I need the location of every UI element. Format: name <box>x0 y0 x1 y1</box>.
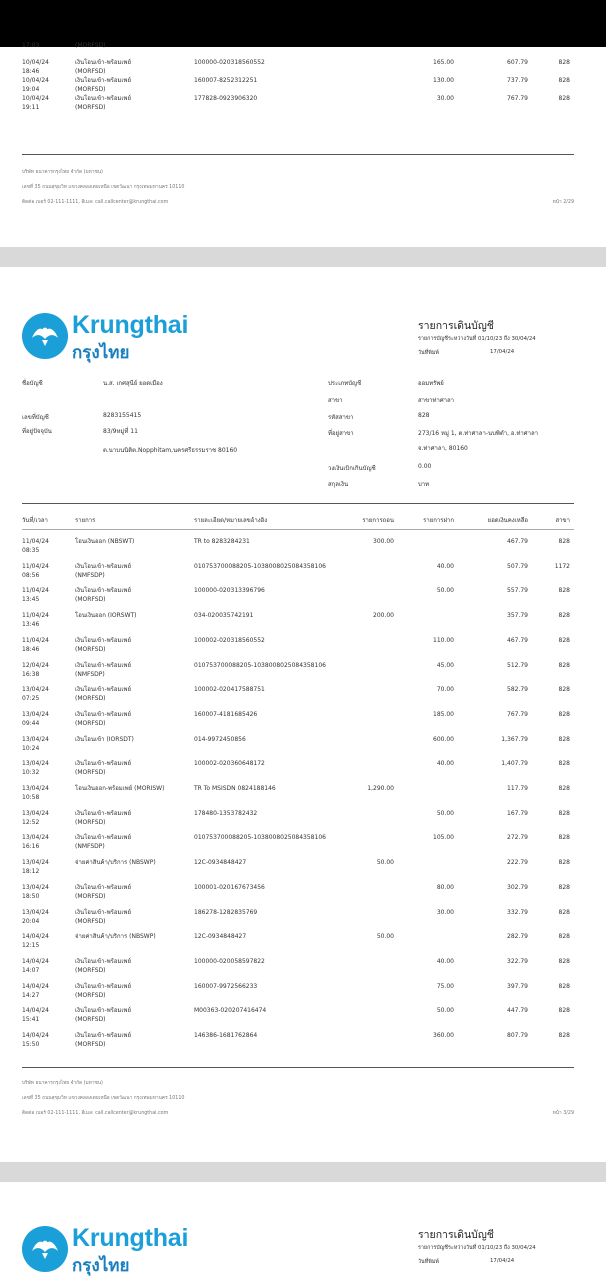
label-branch-code: รหัสสาขา <box>328 414 354 421</box>
row-code: (NMFSDP) <box>75 843 105 851</box>
row-date: 14/04/24 <box>22 982 49 990</box>
footer-company: บริษัท ธนาคารกรุงไทย จำกัด (มหาชน) <box>22 1081 103 1086</box>
row-time: 18:12 <box>22 868 40 876</box>
row-code: (NMFSDP) <box>75 571 105 579</box>
krungthai-logo-icon <box>22 313 68 359</box>
print-date <box>418 1258 578 1266</box>
row-date: 14/04/24 <box>22 1007 49 1015</box>
row-branch: 828 <box>558 538 570 545</box>
account-number: 8283155415 <box>103 412 142 419</box>
row-date: 10/04/24 <box>22 95 49 102</box>
row-deposit: 45.00 <box>436 661 454 669</box>
row-balance: 512.79 <box>507 661 528 669</box>
row-branch: 1172 <box>554 562 570 570</box>
table-row <box>0 1032 606 1061</box>
row-time: 20:04 <box>22 917 40 925</box>
row-branch: 828 <box>558 636 570 644</box>
row-deposit: 600.00 <box>433 735 454 743</box>
row-time: 17:03 <box>22 42 40 49</box>
row-balance: 167.79 <box>507 809 528 817</box>
row-detail: 160007-4181685426 <box>194 710 258 718</box>
row-type: เงินโอนเข้า-พร้อมเพย์ <box>75 760 131 768</box>
label-account-type: ประเภทบัญชี <box>328 380 362 387</box>
row-code: (MORFSD) <box>75 68 106 75</box>
row-date: 11/04/24 <box>22 587 49 595</box>
row-branch: 828 <box>558 661 570 669</box>
row-type: เงินโอนเข้า-พร้อมเพย์ <box>75 957 131 965</box>
row-type: เงินโอนเข้า-พร้อมเพย์ <box>75 77 131 84</box>
row-time: 07:25 <box>22 695 40 703</box>
row-deposit: 50.00 <box>436 587 454 595</box>
row-withdraw: 1,290.00 <box>367 785 394 792</box>
row-balance: 272.79 <box>507 834 528 842</box>
row-date: 14/04/24 <box>22 1032 49 1039</box>
row-type: เงินโอนเข้า-พร้อมเพย์ <box>75 59 131 66</box>
row-date: 12/04/24 <box>22 661 49 669</box>
row-code: (MORFSD) <box>75 1041 106 1048</box>
row-withdraw: 200.00 <box>373 612 394 620</box>
label-account-name: ชื่อบัญชี <box>22 380 43 387</box>
row-date: 10/04/24 <box>22 59 49 66</box>
row-detail: 100000-020318560552 <box>194 59 265 66</box>
row-detail: 160007-9972566233 <box>194 982 258 990</box>
label-address: ที่อยู่ปัจจุบัน <box>22 428 52 435</box>
row-type: เงินโอนเข้า-พร้อมเพย์ <box>75 562 131 570</box>
footer-contact: ติดต่อ เบอร์ 02-111-1111, อีเมล: call.callcenter@krungthai.com <box>22 1111 169 1116</box>
row-code: (MORFSD) <box>75 769 106 777</box>
row-time: 19:04 <box>22 86 40 93</box>
row-branch: 828 <box>558 59 570 66</box>
krungthai-logo-icon <box>22 1226 68 1272</box>
branch-code: 828 <box>418 412 430 419</box>
row-time: 10:24 <box>22 744 40 752</box>
od-limit: 0.00 <box>418 463 432 470</box>
statement-title: รายการเดินบัญชี <box>418 320 494 332</box>
row-balance: 767.79 <box>507 710 528 718</box>
row-code: (MORFSD) <box>75 596 106 604</box>
row-deposit: 70.00 <box>436 686 454 694</box>
row-detail: 100001-020167673456 <box>194 883 265 891</box>
row-balance: 582.79 <box>507 686 528 694</box>
row-type: เงินโอนเข้า-พร้อมเพย์ <box>75 95 131 102</box>
row-balance: 807.79 <box>507 1032 528 1039</box>
branch-address-line-1: 273/16 หมู่ 1, ต.ท่าศาลา-นบพิตำ, อ.ท่าศาลา <box>418 430 538 437</box>
row-branch: 828 <box>558 809 570 817</box>
row-balance: 447.79 <box>507 1007 528 1015</box>
row-deposit: 30.00 <box>436 908 454 916</box>
row-balance: 507.79 <box>507 562 528 570</box>
row-deposit: 50.00 <box>436 809 454 817</box>
page-number: หน้า 3/29 <box>552 1111 574 1116</box>
row-balance: 332.79 <box>507 908 528 916</box>
col-header-detail: รายละเอียด/หมายเลขอ้างอิง <box>194 517 268 524</box>
row-detail: 100002-020417588751 <box>194 686 265 694</box>
phone-status-bar <box>0 0 606 47</box>
row-detail: 12C-0934848427 <box>194 859 247 867</box>
row-time: 16:16 <box>22 843 40 851</box>
row-deposit: 105.00 <box>433 834 454 842</box>
row-balance: 607.79 <box>507 59 528 66</box>
row-time: 12:15 <box>22 942 40 950</box>
brand-name-th: กรุงไทย <box>72 343 130 363</box>
row-time: 18:46 <box>22 68 40 75</box>
account-type: ออมทรัพย์ <box>418 380 444 387</box>
row-type: เงินโอนเข้า-พร้อมเพย์ <box>75 686 131 694</box>
row-code: (MORFSD) <box>75 104 106 111</box>
footer-divider <box>22 1067 574 1068</box>
statement-title: รายการเดินบัญชี <box>418 1229 494 1241</box>
col-header-type: รายการ <box>75 517 96 524</box>
row-time: 12:52 <box>22 818 40 826</box>
statement-page-4 <box>0 1182 606 1280</box>
row-code: (MORFSD) <box>75 917 106 925</box>
row-branch: 828 <box>558 760 570 768</box>
label-branch-address: ที่อยู่สาขา <box>328 430 354 437</box>
row-branch: 828 <box>558 77 570 84</box>
row-balance: 397.79 <box>507 982 528 990</box>
row-balance: 357.79 <box>507 612 528 620</box>
row-code: (MORFSD) <box>75 42 106 49</box>
row-date: 13/04/24 <box>22 686 49 694</box>
row-balance: 302.79 <box>507 883 528 891</box>
row-detail: 100002-020360648172 <box>194 760 265 768</box>
row-code: (MORFSD) <box>75 1016 106 1024</box>
row-balance: 1,367.79 <box>501 735 528 743</box>
row-balance: 467.79 <box>507 636 528 644</box>
statement-period: รายการบัญชีระหว่างวันที่ 01/10/23 ถึง 30/04/24 <box>418 1245 536 1251</box>
statement-period: รายการบัญชีระหว่างวันที่ 01/10/23 ถึง 30/04/24 <box>418 336 536 342</box>
row-date: 10/04/24 <box>22 77 49 84</box>
row-detail: 100000-020313396796 <box>194 587 265 595</box>
row-branch: 828 <box>558 1007 570 1015</box>
row-withdraw: 50.00 <box>376 933 394 941</box>
row-type: เงินโอนเข้า-พร้อมเพย์ <box>75 636 131 644</box>
row-type: โอนเงินออก (IORSWT) <box>75 612 137 620</box>
footer-company: บริษัท ธนาคารกรุงไทย จำกัด (มหาชน) <box>22 170 103 175</box>
row-type: เงินโอนเข้า-พร้อมเพย์ <box>75 1032 131 1039</box>
statement-page-2 <box>0 42 606 247</box>
row-code: (NMFSDP) <box>75 670 105 678</box>
row-deposit: 75.00 <box>436 982 454 990</box>
row-code: (MORFSD) <box>75 818 106 826</box>
table-row <box>0 95 606 124</box>
statement-page-3 <box>0 267 606 1162</box>
row-code: (MORFSD) <box>75 991 106 999</box>
header-divider-bottom <box>22 529 574 530</box>
header-divider-top <box>22 503 574 504</box>
row-balance: 557.79 <box>507 587 528 595</box>
row-date: 14/04/24 <box>22 933 49 941</box>
row-type: เงินโอนเข้า-พร้อมเพย์ <box>75 661 131 669</box>
row-date: 11/04/24 <box>22 538 49 545</box>
row-detail: 177828-0923906320 <box>194 95 258 102</box>
row-time: 16:38 <box>22 670 40 678</box>
row-balance: 222.79 <box>507 859 528 867</box>
row-branch: 828 <box>558 908 570 916</box>
row-type: โอนเงินออก (NBSWT) <box>75 538 135 545</box>
row-detail: 100002-020318560552 <box>194 636 265 644</box>
row-deposit: 110.00 <box>433 636 454 644</box>
row-balance: 322.79 <box>507 957 528 965</box>
row-detail: 014-9972450856 <box>194 735 246 743</box>
row-detail: M00363-020207416474 <box>194 1007 267 1015</box>
col-header-balance: ยอดเงินคงเหลือ <box>487 517 528 524</box>
row-detail: 100000-020058597822 <box>194 957 265 965</box>
brand-name-th: กรุงไทย <box>72 1256 130 1276</box>
row-detail: 146386-1681762864 <box>194 1032 258 1039</box>
row-date: 13/04/24 <box>22 834 49 842</box>
page-number: หน้า 2/29 <box>552 200 574 205</box>
row-branch: 828 <box>558 933 570 941</box>
row-branch: 828 <box>558 957 570 965</box>
row-type: เงินโอนเข้า-พร้อมเพย์ <box>75 1007 131 1015</box>
row-balance: 117.79 <box>507 785 528 792</box>
row-detail: TR to 8283284231 <box>194 538 250 545</box>
row-detail: 178480-1353782432 <box>194 809 258 817</box>
footer-address: เลขที่ 35 ถนนสุขุมวิท แขวงคลองเตยเหนือ เขตวัฒนา กรุงเทพมหานคร 10110 <box>22 185 185 190</box>
row-detail: 010753700088205-1038008025084358106 <box>194 661 326 669</box>
print-date-label: วันที่พิมพ์ <box>418 350 439 356</box>
row-branch: 828 <box>558 883 570 891</box>
col-header-withdraw: รายการถอน <box>362 517 394 524</box>
row-code: (MORFSD) <box>75 645 106 653</box>
label-account-no: เลขที่บัญชี <box>22 414 49 421</box>
row-code: (MORFSD) <box>75 695 106 703</box>
row-detail: TR To MSISDN 0824188146 <box>194 785 276 792</box>
row-date: 11/04/24 <box>22 612 49 620</box>
row-deposit: 30.00 <box>436 95 454 102</box>
col-header-date: วันที่/เวลา <box>22 517 48 524</box>
row-branch: 828 <box>558 612 570 620</box>
row-time: 08:35 <box>22 547 40 554</box>
row-branch: 828 <box>558 587 570 595</box>
row-balance: 737.79 <box>507 77 528 84</box>
row-detail: 010753700088205-1038008025084358106 <box>194 562 326 570</box>
row-deposit: 80.00 <box>436 883 454 891</box>
label-od-limit: วงเงินเบิกเกินบัญชี <box>328 465 376 472</box>
account-name: น.ส. เกศสุนีย์ ยอดเมือง <box>103 380 163 387</box>
address-line-1: 83/9หมู่ที่ 11 <box>103 428 138 435</box>
row-code: (MORFSD) <box>75 966 106 974</box>
row-code: (MORFSD) <box>75 86 106 93</box>
row-deposit: 40.00 <box>436 760 454 768</box>
row-deposit: 40.00 <box>436 562 454 570</box>
row-type: จ่ายค่าสินค้า/บริการ (NBSWP) <box>75 859 156 867</box>
row-type: เงินโอนเข้า-พร้อมเพย์ <box>75 883 131 891</box>
branch-name: สาขาท่าศาลา <box>418 397 455 404</box>
row-deposit: 130.00 <box>433 77 454 84</box>
row-branch: 828 <box>558 859 570 867</box>
branch-address-line-2: จ.ท่าศาลา, 80160 <box>418 445 468 452</box>
row-branch: 828 <box>558 785 570 792</box>
row-deposit: 50.00 <box>436 1007 454 1015</box>
row-branch: 828 <box>558 1032 570 1039</box>
row-deposit: 185.00 <box>433 710 454 718</box>
row-date: 13/04/24 <box>22 908 49 916</box>
address-line-2: ต.นาบนนิติต.Nopphitam,นครศรีธรรมราช 80160 <box>103 447 238 454</box>
row-detail: 034-020035742191 <box>194 612 254 620</box>
row-type: โอนเงินออก-พร้อมเพย์ (MORISW) <box>75 785 165 792</box>
label-branch: สาขา <box>328 397 343 404</box>
row-time: 10:32 <box>22 769 40 777</box>
footer-contact: ติดต่อ เบอร์ 02-111-1111, อีเมล: call.callcenter@krungthai.com <box>22 200 169 205</box>
row-time: 18:50 <box>22 892 40 900</box>
row-branch: 828 <box>558 95 570 102</box>
row-code: (MORFSD) <box>75 719 106 727</box>
print-date-value: 17/04/24 <box>490 349 515 355</box>
row-branch: 828 <box>558 686 570 694</box>
row-type: เงินโอนเข้า (IORSDT) <box>75 735 134 743</box>
row-date: 13/04/24 <box>22 785 49 792</box>
row-date: 13/04/24 <box>22 735 49 743</box>
row-type: เงินโอนเข้า-พร้อมเพย์ <box>75 809 131 817</box>
row-time: 19:11 <box>22 104 40 111</box>
row-date: 11/04/24 <box>22 636 49 644</box>
row-type: จ่ายค่าสินค้า/บริการ (NBSWP) <box>75 933 156 941</box>
currency: บาท <box>418 481 430 488</box>
print-date-label: วันที่พิมพ์ <box>418 1259 439 1265</box>
row-time: 18:46 <box>22 645 40 653</box>
row-detail: 12C-0934848427 <box>194 933 247 941</box>
row-type: เงินโอนเข้า-พร้อมเพย์ <box>75 587 131 595</box>
row-date: 13/04/24 <box>22 859 49 867</box>
row-detail: 010753700088205-1038008025084358106 <box>194 834 326 842</box>
row-detail: 186278-1282835769 <box>194 908 258 916</box>
print-date-value: 17/04/24 <box>490 1258 515 1264</box>
print-date <box>418 349 578 357</box>
row-deposit: 165.00 <box>433 59 454 66</box>
row-time: 10:58 <box>22 794 40 801</box>
row-type: เงินโอนเข้า-พร้อมเพย์ <box>75 710 131 718</box>
brand-name-en: Krungthai <box>72 1224 189 1252</box>
row-time: 14:27 <box>22 991 40 999</box>
row-time: 09:44 <box>22 719 40 727</box>
row-balance: 1,407.79 <box>501 760 528 768</box>
row-time: 15:50 <box>22 1041 40 1048</box>
footer-address: เลขที่ 35 ถนนสุขุมวิท แขวงคลองเตยเหนือ เขตวัฒนา กรุงเทพมหานคร 10110 <box>22 1096 185 1101</box>
row-date: 13/04/24 <box>22 883 49 891</box>
row-branch: 828 <box>558 710 570 718</box>
row-detail: 160007-8252312251 <box>194 77 258 84</box>
row-type: เงินโอนเข้า-พร้อมเพย์ <box>75 834 131 842</box>
col-header-deposit: รายการฝาก <box>423 517 454 524</box>
row-deposit: 40.00 <box>436 957 454 965</box>
label-currency: สกุลเงิน <box>328 481 349 488</box>
row-date: 14/04/24 <box>22 957 49 965</box>
row-time: 15:41 <box>22 1016 40 1024</box>
row-time: 13:46 <box>22 621 40 629</box>
row-withdraw: 300.00 <box>373 538 394 545</box>
row-time: 14:07 <box>22 966 40 974</box>
row-deposit: 360.00 <box>433 1032 454 1039</box>
row-time: 13:45 <box>22 596 40 604</box>
row-branch: 828 <box>558 834 570 842</box>
row-branch: 828 <box>558 735 570 743</box>
col-header-branch: สาขา <box>555 517 570 524</box>
footer-divider <box>22 154 574 155</box>
row-branch: 828 <box>558 982 570 990</box>
row-code: (MORFSD) <box>75 892 106 900</box>
brand-name-en: Krungthai <box>72 311 189 339</box>
row-date: 13/04/24 <box>22 809 49 817</box>
row-balance: 467.79 <box>507 538 528 545</box>
row-withdraw: 50.00 <box>376 859 394 867</box>
row-type: เงินโอนเข้า-พร้อมเพย์ <box>75 982 131 990</box>
row-balance: 767.79 <box>507 95 528 102</box>
row-time: 08:56 <box>22 571 40 579</box>
row-date: 13/04/24 <box>22 760 49 768</box>
row-date: 11/04/24 <box>22 562 49 570</box>
row-balance: 282.79 <box>507 933 528 941</box>
row-date: 13/04/24 <box>22 710 49 718</box>
row-type: เงินโอนเข้า-พร้อมเพย์ <box>75 908 131 916</box>
